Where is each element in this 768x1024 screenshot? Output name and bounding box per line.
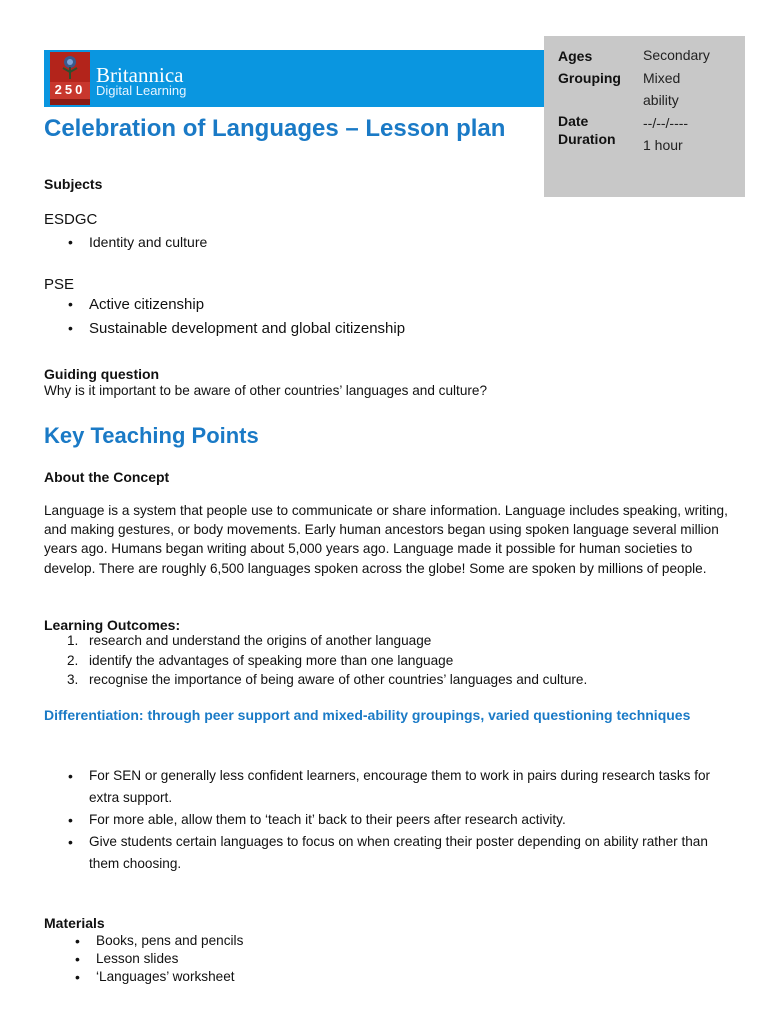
logo-anniversary-tag [50, 99, 90, 105]
about-concept-heading: About the Concept [44, 469, 170, 485]
differentiation-list [68, 765, 729, 875]
subjects-heading: Subjects [44, 176, 103, 192]
list-item: 1. research and understand the origins of another language [67, 633, 432, 648]
esdgc-list [68, 234, 208, 250]
duration-label: Duration [558, 131, 616, 147]
grouping-value-line-2: ability [643, 92, 679, 108]
learning-outcomes-list [67, 633, 588, 687]
date-value: --/--/---- [643, 115, 689, 131]
differentiation-heading: Differentiation: through peer support and mixed-ability groupings, varied questioning techniques [44, 707, 691, 723]
list-item: • Lesson slides [75, 951, 179, 967]
duration-value: 1 hour [643, 137, 683, 153]
concept-paragraph: Language is a system that people use to communicate or share information. Language includes speaking, writing, and making gestures, or body movements. Early human ancestors began using spoken language several million years ago. Humans began writing about 5,000 years ago. Language made it possible for human societies to develop. There are roughly 6,500 languages spoken across the globe! Some are spoken by millions of people. [44, 503, 728, 576]
grouping-value-line-1: Mixed [643, 70, 681, 86]
grouping-label: Grouping [558, 70, 621, 86]
page-title: Celebration of Languages – Lesson plan [44, 115, 506, 142]
guiding-question-text: Why is it important to be aware of other countries’ languages and culture? [44, 383, 488, 398]
list-item: 2. identify the advantages of speaking more than one language [67, 652, 454, 668]
pse-label: PSE [44, 276, 75, 293]
materials-heading: Materials [44, 915, 105, 931]
list-item: • ‘Languages’ worksheet [75, 969, 235, 985]
ages-label: Ages [558, 48, 593, 64]
guiding-question-heading: Guiding question [44, 366, 160, 382]
list-item: • Active citizenship [68, 296, 205, 313]
list-item: • Give students certain languages to focus on when creating their poster depending on ability rather than them choosing. [68, 834, 708, 871]
date-label: Date [558, 113, 589, 129]
list-item: • Books, pens and pencils [75, 933, 244, 949]
britannica-250-logo [50, 52, 90, 105]
materials-list [75, 933, 244, 985]
list-item: • For SEN or generally less confident learners, encourage them to work in pairs during research tasks for extra support. [68, 768, 711, 805]
thistle-emblem-icon [50, 52, 90, 82]
key-teaching-points-heading: Key Teaching Points [44, 423, 259, 448]
list-item: • Sustainable development and global citizenship [68, 320, 406, 337]
ages-value: Secondary [643, 47, 710, 63]
list-item: 3. recognise the importance of being aware of other countries’ languages and culture. [67, 672, 588, 687]
logo-anniversary-number: 250 [54, 82, 86, 97]
brand-name: Britannica [96, 63, 184, 87]
pse-list [68, 296, 406, 337]
learning-outcomes-heading: Learning Outcomes: [44, 617, 181, 633]
list-item: • For more able, allow them to ‘teach it’ back to their peers after research activity. [68, 812, 566, 828]
list-item: • Identity and culture [68, 234, 208, 250]
brand-subtitle: Digital Learning [96, 83, 187, 98]
esdgc-label: ESDGC [44, 211, 98, 228]
